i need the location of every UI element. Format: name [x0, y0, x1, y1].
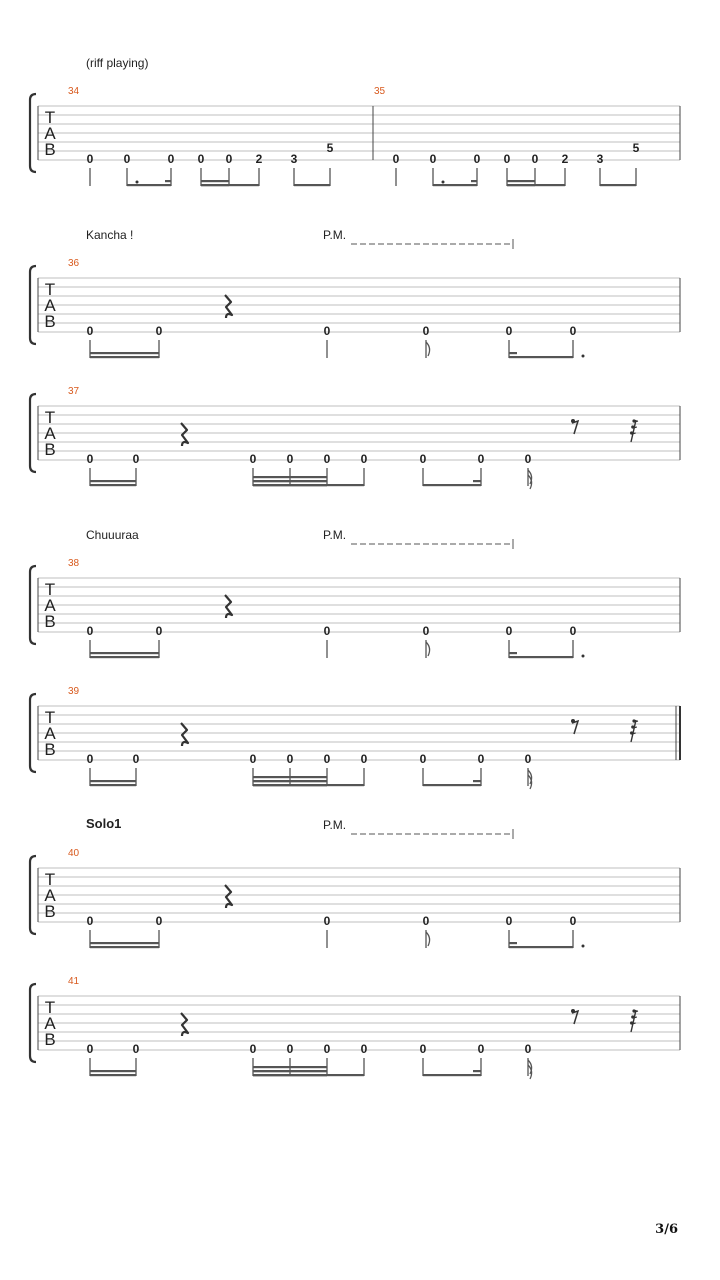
fret-number: 0: [323, 752, 331, 766]
tab-system-6: [30, 816, 680, 948]
note-beam: [253, 776, 327, 778]
note-beam-partial: [473, 480, 481, 482]
page-number: 3/6: [655, 1222, 678, 1237]
note-beam: [90, 352, 159, 354]
measure-number: 40: [68, 848, 80, 859]
quarter-rest-symbol: [225, 885, 232, 908]
fret-number: 0: [86, 1042, 94, 1056]
fret-number: 2: [561, 152, 569, 166]
fret-number: 3: [596, 152, 604, 166]
fret-number: 3: [290, 152, 298, 166]
tab-clef-b: B: [44, 612, 56, 631]
note-beam: [253, 780, 327, 782]
fret-number: 0: [569, 914, 577, 928]
fret-number: 0: [477, 752, 485, 766]
note-beam: [90, 484, 136, 486]
fret-number: 0: [531, 152, 539, 166]
fret-number: 0: [569, 324, 577, 338]
note-beam: [253, 480, 327, 482]
note-beam: [507, 184, 535, 186]
fret-number: 0: [225, 152, 233, 166]
fret-number: 0: [197, 152, 205, 166]
measure-number: 36: [68, 258, 80, 269]
measure-number: 38: [68, 558, 80, 569]
tab-clef-a: A: [44, 1014, 56, 1033]
note-beam: [90, 780, 136, 782]
fret-number: 0: [323, 452, 331, 466]
fret-number: 5: [632, 141, 640, 155]
tab-system-1: [30, 56, 680, 186]
dot: [582, 945, 585, 948]
fret-number: 0: [569, 624, 577, 638]
system-bracket: [30, 694, 36, 772]
measure-number: 37: [68, 386, 80, 397]
fret-number: 0: [360, 1042, 368, 1056]
tab-clef-a: A: [44, 596, 56, 615]
fret-number: 0: [429, 152, 437, 166]
fret-number: 0: [123, 152, 131, 166]
note-beam: [423, 784, 481, 786]
note-beam-partial: [471, 180, 477, 182]
note-beam-partial: [509, 352, 517, 354]
tab-clef-b: B: [44, 1030, 56, 1049]
note-beam: [253, 1070, 327, 1072]
note-beam: [90, 652, 159, 654]
note-beam: [509, 356, 573, 358]
note-beam: [90, 946, 159, 948]
note-beam: [423, 484, 481, 486]
tab-clef-b: B: [44, 440, 56, 459]
fret-number: 0: [524, 1042, 532, 1056]
eighth-rest-symbol: [572, 421, 578, 434]
system-bracket: [30, 94, 36, 172]
note-beam: [253, 1066, 327, 1068]
fret-number: 0: [505, 324, 513, 338]
tab-clef-a: A: [44, 724, 56, 743]
fret-number: 0: [323, 324, 331, 338]
fret-number: 0: [86, 914, 94, 928]
note-beam-partial: [165, 180, 171, 182]
note-beam-partial: [473, 1070, 481, 1072]
fret-number: 2: [255, 152, 263, 166]
fret-number: 0: [524, 752, 532, 766]
note-beam: [294, 184, 330, 186]
fret-number: 0: [86, 624, 94, 638]
fret-number: 0: [505, 624, 513, 638]
tab-clef-t: T: [44, 280, 56, 299]
note-beam: [90, 784, 136, 786]
fret-number: 0: [473, 152, 481, 166]
note-beam: [90, 480, 136, 482]
fret-number: 0: [477, 1042, 485, 1056]
note-beam-partial: [473, 780, 481, 782]
tab-system-4: [30, 528, 680, 658]
note-beam: [90, 356, 159, 358]
system-bracket: [30, 984, 36, 1062]
system-bracket: [30, 266, 36, 344]
fret-number: 0: [392, 152, 400, 166]
rest-32nd-symbol: [631, 420, 636, 442]
note-beam: [433, 184, 477, 186]
note-beam: [600, 184, 636, 186]
note-beam-partial: [509, 942, 517, 944]
fret-number: 0: [86, 752, 94, 766]
note-beam: [253, 476, 327, 478]
tab-clef-a: A: [44, 886, 56, 905]
palm-mute-label: P.M.: [323, 528, 347, 542]
fret-number: 0: [286, 752, 294, 766]
tab-clef-t: T: [44, 108, 56, 127]
fret-number: 0: [249, 452, 257, 466]
dot: [582, 655, 585, 658]
note-beam: [90, 1070, 136, 1072]
fret-number: 0: [132, 1042, 140, 1056]
measure-number: 39: [68, 686, 80, 697]
palm-mute-label: P.M.: [323, 228, 347, 242]
tab-clef-a: A: [44, 124, 56, 143]
quarter-rest-symbol: [225, 295, 232, 318]
tab-system-2: [30, 228, 680, 358]
measure-number: 41: [68, 976, 80, 987]
tab-system-3: [30, 386, 680, 489]
note-beam: [90, 656, 159, 658]
fret-number: 0: [323, 624, 331, 638]
fret-number: 0: [503, 152, 511, 166]
note-beam: [127, 184, 171, 186]
quarter-rest-symbol: [225, 595, 232, 618]
note-beam: [253, 1074, 327, 1076]
rest-32nd-symbol: [631, 720, 636, 742]
fret-number: 0: [419, 452, 427, 466]
fret-number: 0: [419, 752, 427, 766]
note-beam: [509, 946, 573, 948]
eighth-rest-symbol: [572, 721, 578, 734]
quarter-rest-symbol: [181, 1013, 188, 1036]
note-beam: [423, 1074, 481, 1076]
measure-number: 35: [374, 86, 386, 97]
dot: [136, 181, 139, 184]
tab-clef-t: T: [44, 708, 56, 727]
note-beam-partial: [509, 652, 517, 654]
note-beam: [90, 1074, 136, 1076]
fret-number: 5: [326, 141, 334, 155]
tab-clef-t: T: [44, 870, 56, 889]
fret-number: 0: [505, 914, 513, 928]
dot: [442, 181, 445, 184]
tab-clef-b: B: [44, 140, 56, 159]
fret-number: 0: [132, 452, 140, 466]
fret-number: 0: [422, 914, 430, 928]
note-beam: [253, 784, 327, 786]
tab-system-7: [30, 976, 680, 1079]
tab-clef-b: B: [44, 740, 56, 759]
fret-number: 0: [249, 1042, 257, 1056]
note-beam: [507, 180, 535, 182]
section-annotation: Kancha !: [86, 228, 134, 242]
fret-number: 0: [155, 324, 163, 338]
fret-number: 0: [323, 1042, 331, 1056]
fret-number: 0: [524, 452, 532, 466]
tab-clef-b: B: [44, 902, 56, 921]
palm-mute-label: P.M.: [323, 818, 347, 832]
fret-number: 0: [132, 752, 140, 766]
note-beam: [201, 184, 229, 186]
tab-clef-t: T: [44, 998, 56, 1017]
note-beam: [201, 180, 229, 182]
fret-number: 0: [167, 152, 175, 166]
fret-number: 0: [86, 152, 94, 166]
note-beam: [90, 942, 159, 944]
fret-number: 0: [323, 914, 331, 928]
fret-number: 0: [422, 324, 430, 338]
quarter-rest-symbol: [181, 723, 188, 746]
fret-number: 0: [477, 452, 485, 466]
fret-number: 0: [86, 324, 94, 338]
fret-number: 0: [286, 452, 294, 466]
rest-32nd-symbol: [631, 1010, 636, 1032]
tab-clef-t: T: [44, 408, 56, 427]
tab-clef-a: A: [44, 424, 56, 443]
note-beam: [509, 656, 573, 658]
eighth-rest-symbol: [572, 1011, 578, 1024]
note-beam: [253, 484, 327, 486]
fret-number: 0: [360, 452, 368, 466]
fret-number: 0: [286, 1042, 294, 1056]
tab-clef-t: T: [44, 580, 56, 599]
tab-clef-b: B: [44, 312, 56, 331]
fret-number: 0: [422, 624, 430, 638]
fret-number: 0: [360, 752, 368, 766]
measure-number: 34: [68, 86, 80, 97]
fret-number: 0: [86, 452, 94, 466]
section-annotation: (riff playing): [86, 56, 149, 70]
section-annotation: Solo1: [86, 816, 122, 831]
system-bracket: [30, 856, 36, 934]
tab-system-5: [30, 686, 680, 789]
system-bracket: [30, 566, 36, 644]
fret-number: 0: [155, 914, 163, 928]
system-bracket: [30, 394, 36, 472]
fret-number: 0: [249, 752, 257, 766]
section-annotation: Chuuuraa: [86, 528, 139, 542]
fret-number: 0: [419, 1042, 427, 1056]
dot: [582, 355, 585, 358]
tab-clef-a: A: [44, 296, 56, 315]
quarter-rest-symbol: [181, 423, 188, 446]
fret-number: 0: [155, 624, 163, 638]
